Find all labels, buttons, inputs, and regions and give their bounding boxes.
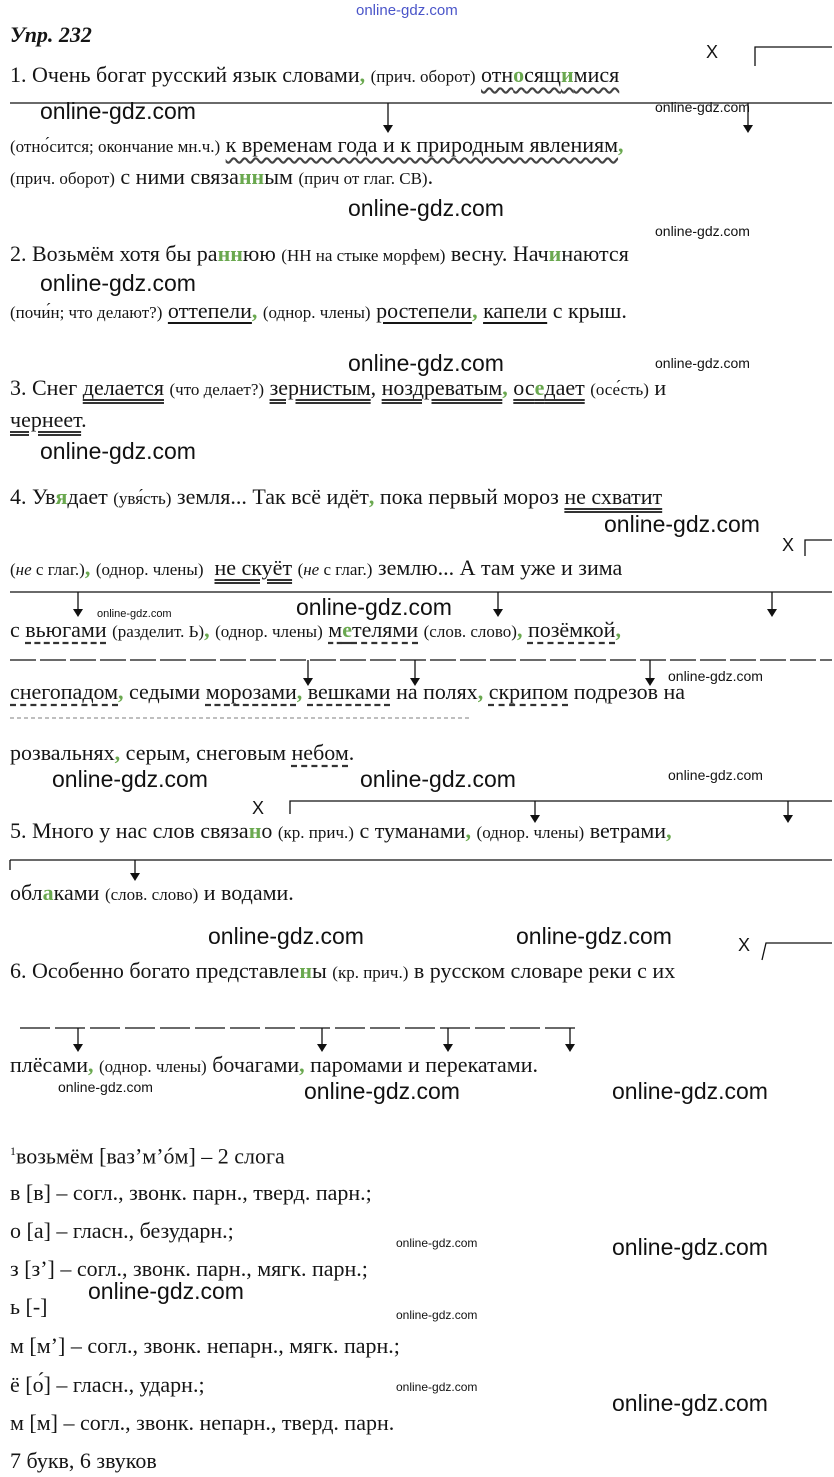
watermark: online-gdz.com: [360, 766, 516, 792]
phonetic-row: ё [о́] – гласн., ударн.;: [10, 1372, 205, 1397]
sentence-4-line-4: снегопадом, седыми морозами, вешками на полях, скрипом подрезов на: [10, 679, 686, 704]
watermark: online-gdz.com: [396, 1236, 478, 1250]
watermark: online-gdz.com: [97, 608, 172, 620]
watermark: online-gdz.com: [668, 767, 763, 783]
watermark: online-gdz.com: [668, 668, 763, 684]
watermark: online-gdz.com: [296, 594, 452, 620]
sentence-5-line-1: 5. Много у нас слов связано (кр. прич.) с туманами, (однор. члены) ветрами,: [10, 818, 672, 843]
sentence-4-line-5: розвальнях, серым, снеговым небом.: [10, 740, 355, 765]
phonetic-row: м [м’] – согл., звонк. непарн., мягк. парн.;: [10, 1333, 400, 1358]
watermark: online-gdz.com: [208, 923, 364, 949]
watermark: online-gdz.com: [88, 1278, 244, 1304]
watermark: online-gdz.com: [396, 1380, 478, 1394]
watermark: online-gdz.com: [304, 1078, 460, 1104]
watermark: online-gdz.com: [40, 98, 196, 124]
sentence-1-line-1: 1. Очень богат русский язык словами, (прич. оборот) относящимися: [10, 62, 620, 87]
watermark: online-gdz.com: [40, 438, 196, 464]
sentence-3-line-1: 3. Снег делается (что делает?) зернистым, ноздреватым, оседает (осе́сть) и: [10, 375, 667, 400]
watermark: online-gdz.com: [604, 511, 760, 537]
sentence-1-line-2: (отно́сится; окончание мн.ч.) к временам года и к природным явлениям,: [10, 132, 624, 157]
sentence-3-line-2: чернеет.: [10, 407, 87, 432]
sentence-5-line-2: облаками (слов. слово) и водами.: [10, 880, 294, 905]
sentence-4-line-3: с вьюгами (разделит. Ь), (однор. члены) метелями (слов. слово), позёмкой,: [10, 617, 621, 642]
sentence-4-line-2: (не с глаг.), (однор. члены) не скуёт (не с глаг.) землю... А там уже и зима: [10, 555, 623, 580]
watermark: online-gdz.com: [40, 270, 196, 296]
sentence-2-line-2: (почи́н; что делают?) оттепели, (однор. члены) ростепели, капели с крыш.: [10, 298, 627, 323]
sentence-6-line-2: плёсами, (однор. члены) бочагами, паромами и перекатами.: [10, 1052, 538, 1077]
phonetic-row: з [з’] – согл., звонк. парн., мягк. парн.;: [10, 1256, 368, 1281]
watermark: online-gdz.com: [52, 766, 208, 792]
watermark: online-gdz.com: [348, 350, 504, 376]
watermark: online-gdz.com: [612, 1234, 768, 1260]
phonetic-row: о [а] – гласн., безударн.;: [10, 1218, 234, 1243]
watermark: online-gdz.com: [655, 99, 750, 115]
watermark: online-gdz.com: [348, 195, 504, 221]
watermark: online-gdz.com: [655, 355, 750, 371]
watermark: online-gdz.com: [655, 223, 750, 239]
watermark: online-gdz.com: [516, 923, 672, 949]
phonetic-row: ь [-]: [10, 1294, 48, 1319]
phonetic-row: м [м] – согл., звонк. непарн., тверд. парн.: [10, 1410, 395, 1435]
phonetic-summary: 7 букв, 6 звуков: [10, 1448, 157, 1473]
sentence-4-line-1: 4. Увядает (увя́сть) земля... Так всё идёт, пока первый мороз не схватит: [10, 484, 663, 509]
phonetic-head: $^1$возьмём [ваз’м’óм] – 2 слога: [10, 1143, 285, 1169]
site-header: online-gdz.com: [356, 2, 458, 19]
sentence-2-line-1: 2. Возьмём хотя бы раннюю (НН на стыке морфем) весну. Начинаются: [10, 241, 629, 266]
sentence-6-line-1: 6. Особенно богато представлены (кр. прич.) в русском словаре реки с их: [10, 958, 676, 983]
phonetic-row: в [в] – согл., звонк. парн., тверд. парн.;: [10, 1180, 372, 1205]
watermark: online-gdz.com: [58, 1079, 153, 1095]
watermark: online-gdz.com: [612, 1078, 768, 1104]
watermark: online-gdz.com: [612, 1390, 768, 1416]
x-mark: Х: [738, 935, 751, 955]
x-mark: Х: [252, 798, 265, 818]
x-mark: Х: [782, 535, 795, 555]
sentence-1-line-3: (прич. оборот) с ними связанным (прич от глаг. СВ).: [10, 164, 434, 189]
exercise-title: Упр. 232: [10, 22, 92, 47]
watermark: online-gdz.com: [396, 1308, 478, 1322]
x-mark: Х: [706, 42, 719, 62]
